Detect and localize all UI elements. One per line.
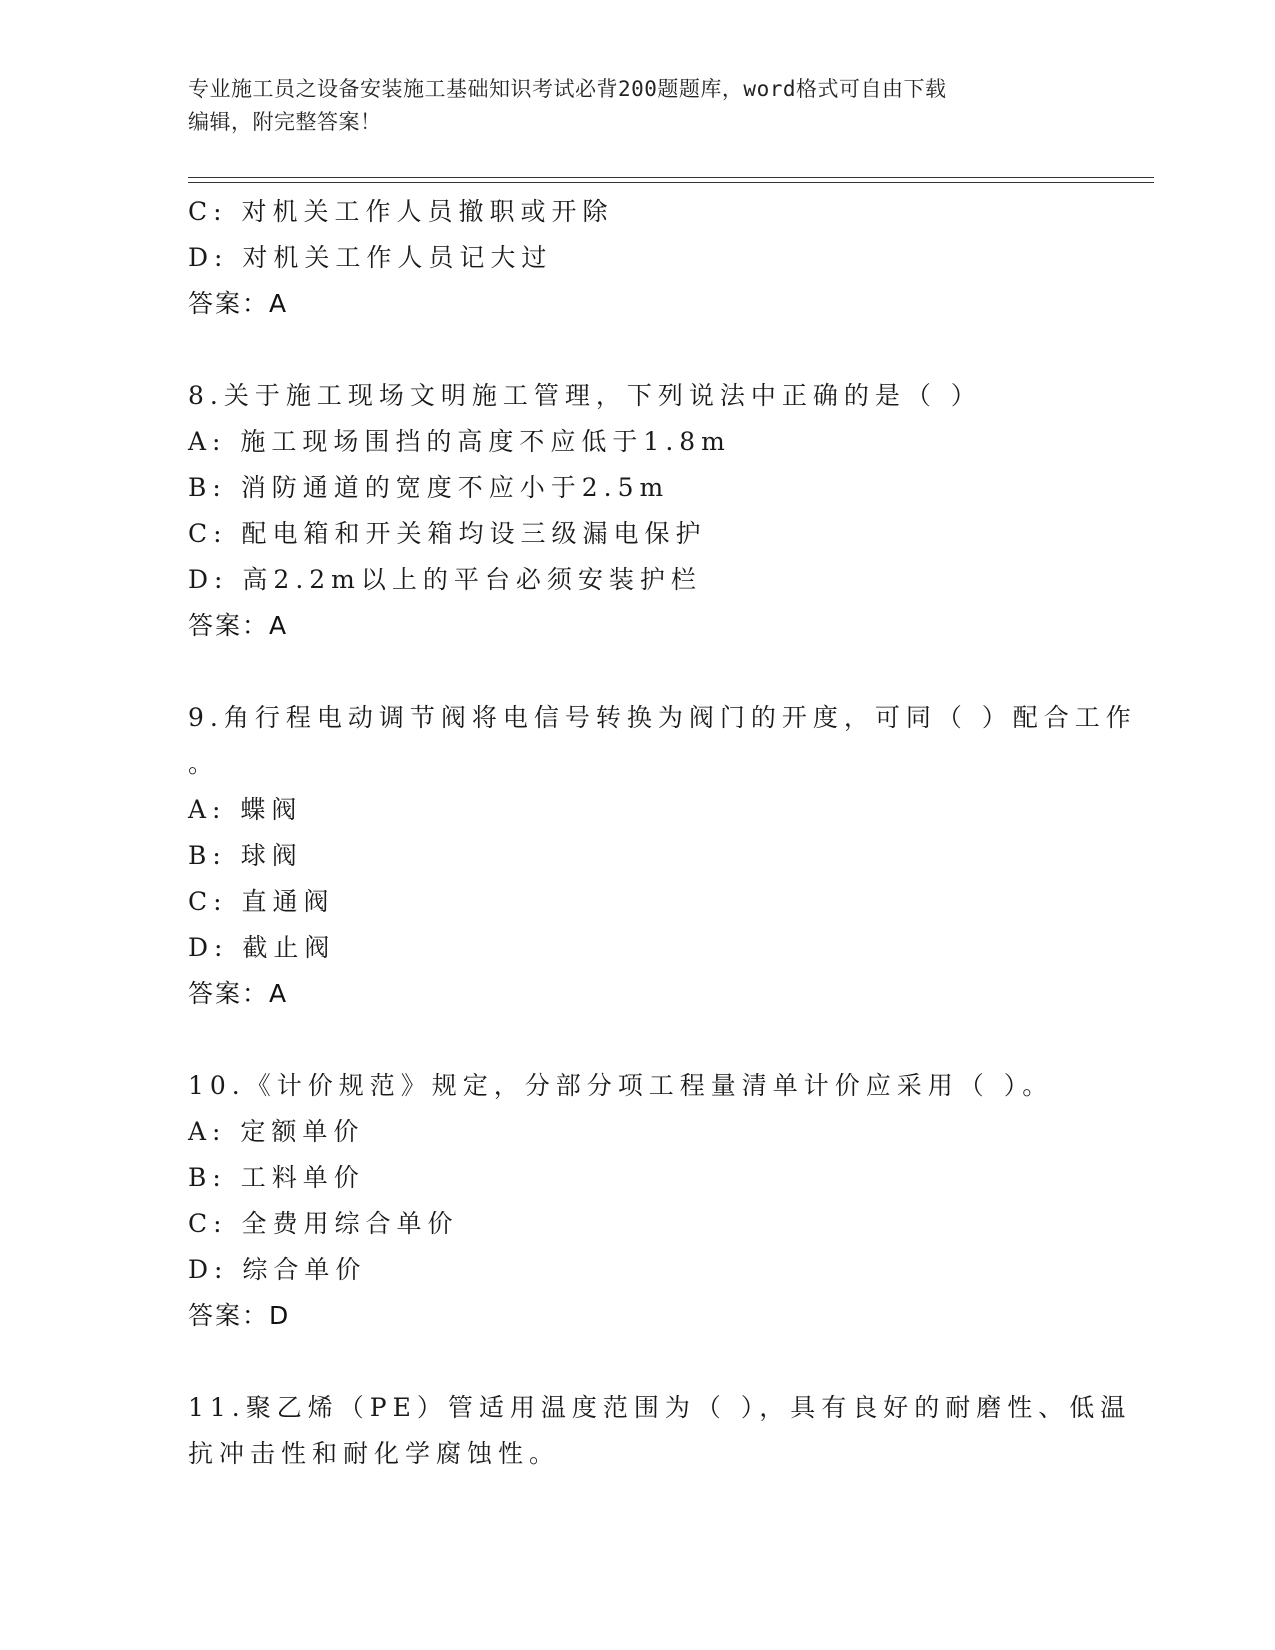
option-a: A: 定额单价 bbox=[188, 1117, 365, 1146]
option-d: D: 截止阀 bbox=[188, 933, 336, 962]
spacer bbox=[188, 1017, 1168, 1063]
question-10 bbox=[188, 1063, 1168, 1339]
partial-question bbox=[188, 189, 1168, 327]
question-text: 8.关于施工现场文明施工管理，下列说法中正确的是（ ） bbox=[188, 381, 982, 410]
option-c: C: 对机关工作人员撤职或开除 bbox=[188, 197, 614, 226]
answer: 答案：A bbox=[188, 289, 289, 318]
spacer bbox=[188, 327, 1168, 373]
answer: 答案：D bbox=[188, 1301, 291, 1330]
question-8 bbox=[188, 373, 1168, 649]
answer: 答案：A bbox=[188, 979, 289, 1008]
option-a: A: 蝶阀 bbox=[188, 795, 303, 824]
header-line-1: 专业施工员之设备安装施工基础知识考试必背200题题库，word格式可自由下载 bbox=[188, 77, 947, 101]
question-text: 10.《计价规范》规定，分部分项工程量清单计价应采用（ ）。 bbox=[188, 1071, 1054, 1100]
option-b: B: 球阀 bbox=[188, 841, 303, 870]
option-c: C: 直通阀 bbox=[188, 887, 335, 916]
spacer bbox=[188, 1339, 1168, 1385]
header-line-2: 编辑，附完整答案！ bbox=[188, 110, 382, 134]
answer: 答案：A bbox=[188, 611, 289, 640]
question-text: 9.角行程电动调节阀将电信号转换为阀门的开度，可同（ ）配合工作 bbox=[188, 703, 1137, 732]
document-header bbox=[188, 73, 1088, 139]
header-rule-top bbox=[188, 177, 1154, 178]
option-d: D: 高2.2m以上的平台必须安装护栏 bbox=[188, 565, 702, 594]
option-b: B: 工料单价 bbox=[188, 1163, 365, 1192]
option-d: D: 对机关工作人员记大过 bbox=[188, 243, 553, 272]
option-a: A: 施工现场围挡的高度不应低于1.8m bbox=[188, 427, 731, 456]
option-b: B: 消防通道的宽度不应小于2.5m bbox=[188, 473, 670, 502]
option-c: C: 全费用综合单价 bbox=[188, 1209, 459, 1238]
spacer bbox=[188, 649, 1168, 695]
option-c: C: 配电箱和开关箱均设三级漏电保护 bbox=[188, 519, 707, 548]
question-text-cont: 抗冲击性和耐化学腐蚀性。 bbox=[188, 1439, 561, 1468]
question-text-cont: 。 bbox=[188, 749, 220, 778]
header-rule-bottom bbox=[188, 182, 1154, 183]
question-9 bbox=[188, 695, 1168, 1017]
question-11 bbox=[188, 1385, 1168, 1477]
document-body bbox=[188, 189, 1168, 1477]
option-d: D: 综合单价 bbox=[188, 1255, 367, 1284]
question-text: 11.聚乙烯（PE）管适用温度范围为（ ），具有良好的耐磨性、低温 bbox=[188, 1393, 1132, 1422]
